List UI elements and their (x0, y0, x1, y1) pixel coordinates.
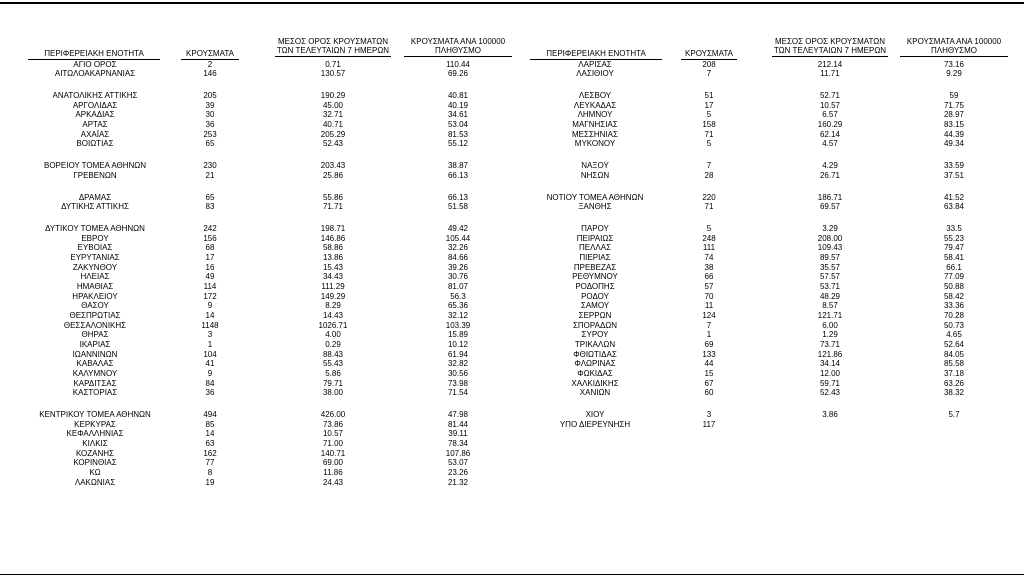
per100k-cell: 85.58 (943, 359, 965, 369)
per100k-cell: 33.36 (943, 301, 965, 311)
region-cell: ΡΟΔΟΠΗΣ (575, 282, 615, 291)
per100k-cell: 66.1 (946, 262, 962, 272)
cases-cell: 230 (203, 161, 217, 171)
avg7-cell: 26.71 (819, 170, 841, 180)
avg7-cell: 1026.71 (318, 320, 348, 330)
avg7-cell: 10.57 (819, 100, 841, 110)
per100k-cell: 83.15 (943, 119, 965, 129)
per100k-cell: 110.44 (446, 59, 470, 69)
header-cases-left: ΚΡΟΥΣΜΑΤΑ (181, 49, 239, 60)
region-cell: ΧΑΛΚΙΔΙΚΗΣ (571, 378, 619, 388)
region-cell: ΛΗΜΝΟΥ (577, 110, 613, 120)
region-cell: ΘΗΡΑΣ (81, 330, 109, 340)
avg7-cell: 5.86 (325, 368, 341, 378)
cases-cell: 67 (704, 378, 714, 388)
region-cell: ΚΑΒΑΛΑΣ (76, 359, 114, 369)
cases-cell: 65 (205, 192, 215, 202)
region-cell: ΚΕΝΤΡΙΚΟΥ ΤΟΜΕΑ ΑΘΗΝΩΝ (39, 410, 151, 419)
bottom-rule (0, 574, 1024, 575)
cases-cell: 19 (205, 477, 215, 487)
avg7-cell: 48.29 (819, 291, 841, 301)
cases-cell: 1 (706, 330, 712, 340)
avg7-cell: 88.43 (322, 349, 344, 359)
per100k-cell: 41.52 (943, 192, 965, 202)
cases-cell: 11 (704, 301, 714, 311)
avg7-cell: 45.00 (322, 100, 344, 110)
per100k-cell: 61.94 (447, 349, 469, 359)
region-cell: ΑΡΤΑΣ (82, 119, 108, 129)
avg7-cell: 52.43 (819, 388, 841, 398)
per100k-cell: 71.75 (943, 100, 965, 110)
avg7-cell: 89.57 (819, 253, 841, 263)
cases-cell: 2 (207, 59, 213, 69)
region-cell: ΗΜΑΘΙΑΣ (76, 282, 114, 291)
region-cell: ΚΕΡΚΥΡΑΣ (74, 419, 116, 429)
per100k-cell: 51.58 (447, 202, 469, 212)
avg7-cell: 3.86 (822, 410, 838, 419)
avg7-cell: 35.57 (819, 262, 841, 272)
cases-cell: 208 (702, 59, 716, 69)
avg7-cell: 32.71 (322, 110, 344, 120)
cases-cell: 68 (205, 243, 215, 253)
cases-cell: 7 (706, 161, 712, 171)
region-cell: ΙΚΑΡΙΑΣ (79, 339, 111, 349)
per100k-cell: 28.97 (943, 110, 965, 120)
region-cell: ΔΡΑΜΑΣ (78, 192, 112, 202)
region-cell: ΠΕΛΛΑΣ (578, 243, 612, 253)
avg7-cell: 0.71 (325, 59, 341, 69)
cases-cell: 220 (702, 192, 716, 202)
region-cell: ΝΟΤΙΟΥ ΤΟΜΕΑ ΑΘΗΝΩΝ (546, 192, 644, 202)
avg7-cell: 59.71 (819, 378, 841, 388)
header-avg7-right (772, 37, 888, 57)
per100k-cell: 53.04 (447, 119, 469, 129)
region-cell: ΣΑΜΟΥ (580, 301, 610, 311)
per100k-cell: 30.76 (447, 272, 469, 282)
per100k-cell: 44.39 (943, 129, 965, 139)
cases-cell: 49 (205, 272, 215, 282)
avg7-cell: 190.29 (320, 91, 346, 100)
region-cell: ΑΙΤΩΛΟΑΚΑΡΝΑΝΙΑΣ (54, 69, 136, 79)
region-cell: ΕΒΡΟΥ (81, 233, 109, 243)
per100k-cell: 58.42 (943, 291, 965, 301)
cases-cell: 7 (706, 320, 712, 330)
per100k-cell: 50.88 (943, 282, 965, 291)
cases-cell: 44 (704, 359, 714, 369)
avg7-cell: 1.29 (822, 330, 838, 340)
cases-cell: 66 (704, 272, 714, 282)
region-cell: ΣΥΡΟΥ (581, 330, 609, 340)
avg7-cell: 205.29 (320, 129, 346, 139)
per100k-cell: 33.5 (946, 224, 962, 234)
per100k-cell: 9.29 (946, 69, 962, 79)
region-cell: ΦΩΚΙΔΑΣ (577, 368, 613, 378)
cases-cell: 85 (205, 419, 215, 429)
region-cell: ΠΙΕΡΙΑΣ (579, 253, 611, 263)
cases-cell: 65 (205, 139, 215, 149)
header-region-right: ΠΕΡΙΦΕΡΕΙΑΚΗ ΕΝΟΤΗΤΑ (530, 49, 662, 60)
region-cell: ΣΕΡΡΩΝ (578, 310, 612, 320)
avg7-cell: 73.86 (322, 419, 344, 429)
cases-cell: 156 (203, 233, 217, 243)
header-avg7-line1: ΜΕΣΟΣ ΟΡΟΣ ΚΡΟΥΣΜΑΤΩΝ (277, 37, 389, 46)
per100k-cell: 78.34 (447, 438, 469, 448)
header-cases-right: ΚΡΟΥΣΜΑΤΑ (681, 49, 737, 60)
region-cell: ΚΑΛΥΜΝΟΥ (72, 368, 118, 378)
per100k-cell: 69.26 (447, 69, 469, 79)
per100k-cell: 84.05 (943, 349, 965, 359)
avg7-cell: 146.86 (320, 233, 346, 243)
region-cell: ΠΡΕΒΕΖΑΣ (573, 262, 617, 272)
avg7-cell: 62.14 (819, 129, 841, 139)
cases-cell: 104 (203, 349, 217, 359)
avg7-cell: 149.29 (320, 291, 346, 301)
region-cell: ΒΟΙΩΤΙΑΣ (76, 139, 114, 149)
per100k-cell: 107.86 (445, 448, 471, 458)
top-rule (0, 2, 1024, 4)
region-cell: ΡΕΘΥΜΝΟΥ (572, 272, 618, 282)
cases-cell: 172 (203, 291, 217, 301)
avg7-cell: 121.86 (817, 349, 843, 359)
per100k-cell: 40.81 (447, 91, 469, 100)
avg7-cell: 69.57 (819, 202, 841, 212)
avg7-cell: 79.71 (322, 378, 344, 388)
region-cell: ΓΡΕΒΕΝΩΝ (73, 170, 117, 180)
per100k-cell: 77.09 (943, 272, 965, 282)
avg7-cell: 160.29 (817, 119, 843, 129)
avg7-cell: 0.29 (325, 339, 341, 349)
per100k-cell: 105.44 (445, 233, 471, 243)
per100k-cell: 15.89 (447, 330, 469, 340)
cases-cell: 14 (205, 429, 215, 439)
cases-cell: 38 (704, 262, 714, 272)
avg7-cell: 57.57 (819, 272, 841, 282)
avg7-cell: 6.00 (822, 320, 838, 330)
cases-cell: 242 (203, 224, 217, 234)
per100k-cell: 38.87 (447, 161, 469, 171)
header-per100k-right (900, 37, 1008, 57)
avg7-cell: 4.29 (822, 161, 838, 171)
avg7-cell: 212.14 (817, 59, 843, 69)
header-avg7-left (275, 37, 391, 57)
avg7-cell: 53.71 (819, 282, 841, 291)
region-cell: ΧΙΟΥ (585, 410, 605, 419)
region-cell: ΚΙΛΚΙΣ (82, 438, 108, 448)
avg7-cell: 25.86 (322, 170, 344, 180)
cases-cell: 114 (203, 282, 217, 291)
per100k-cell: 73.98 (447, 378, 469, 388)
region-cell: ΚΑΣΤΟΡΙΑΣ (72, 388, 118, 398)
region-cell: ΖΑΚΥΝΘΟΥ (72, 262, 118, 272)
avg7-cell: 13.86 (322, 253, 344, 263)
avg7-cell: 73.71 (819, 339, 841, 349)
cases-cell: 70 (704, 291, 714, 301)
avg7-cell: 24.43 (322, 477, 344, 487)
cases-cell: 9 (207, 301, 213, 311)
region-cell: ΑΧΑΪΑΣ (80, 129, 110, 139)
region-cell: ΠΑΡΟΥ (581, 224, 609, 234)
cases-cell: 36 (205, 119, 215, 129)
region-cell: ΣΠΟΡΑΔΩΝ (572, 320, 618, 330)
per100k-cell: 4.65 (946, 330, 962, 340)
per100k-cell: 50.73 (943, 320, 965, 330)
cases-cell: 39 (205, 100, 215, 110)
per100k-cell: 5.7 (948, 410, 960, 419)
region-cell: ΤΡΙΚΑΛΩΝ (574, 339, 616, 349)
cases-cell: 17 (205, 253, 215, 263)
cases-cell: 1148 (201, 320, 219, 330)
per100k-cell: 70.28 (943, 310, 965, 320)
per100k-cell: 40.19 (447, 100, 469, 110)
header-per100k-line2: ΠΛΗΘΥΣΜΟ (434, 46, 482, 55)
region-cell: ΚΟΡΙΝΘΙΑΣ (73, 458, 117, 468)
region-cell: ΑΡΓΟΛΙΔΑΣ (72, 100, 118, 110)
cases-cell: 15 (704, 368, 714, 378)
region-cell: ΕΥΒΟΙΑΣ (77, 243, 113, 253)
per100k-cell: 52.64 (943, 339, 965, 349)
per100k-cell: 21.32 (447, 477, 469, 487)
cases-cell: 69 (704, 339, 714, 349)
avg7-cell: 121.71 (817, 310, 843, 320)
region-cell: ΥΠΟ ΔΙΕΡΕΥΝΗΣΗ (559, 419, 631, 429)
cases-cell: 205 (203, 91, 217, 100)
region-cell: ΞΑΝΘΗΣ (578, 202, 612, 212)
per100k-cell: 39.26 (447, 262, 469, 272)
avg7-cell: 38.00 (322, 388, 344, 398)
cases-cell: 111 (702, 243, 716, 253)
cases-cell: 51 (704, 91, 714, 100)
per100k-cell: 39.11 (448, 429, 468, 439)
avg7-cell: 198.71 (320, 224, 346, 234)
cases-cell: 248 (702, 233, 716, 243)
cases-cell: 3 (706, 410, 712, 419)
header-per100k-left (404, 37, 512, 57)
per100k-cell: 66.13 (447, 170, 469, 180)
avg7-cell: 12.00 (819, 368, 841, 378)
per100k-cell: 32.12 (447, 310, 469, 320)
cases-cell: 71 (704, 202, 714, 212)
region-cell: ΘΕΣΣΑΛΟΝΙΚΗΣ (63, 320, 127, 330)
avg7-cell: 52.71 (819, 91, 841, 100)
avg7-cell: 4.00 (325, 330, 341, 340)
region-cell: ΦΘΙΩΤΙΔΑΣ (573, 349, 617, 359)
per100k-cell: 103.39 (445, 320, 471, 330)
per100k-cell: 37.18 (943, 368, 965, 378)
avg7-cell: 140.71 (320, 448, 346, 458)
region-cell: ΗΡΑΚΛΕΙΟΥ (72, 291, 118, 301)
avg7-cell: 109.43 (817, 243, 843, 253)
region-cell: ΑΡΚΑΔΙΑΣ (75, 110, 115, 120)
cases-cell: 57 (704, 282, 714, 291)
cases-cell: 14 (205, 310, 215, 320)
region-cell: ΘΕΣΠΡΩΤΙΑΣ (69, 310, 121, 320)
per100k-cell: 71.54 (447, 388, 469, 398)
per100k-cell: 33.59 (943, 161, 965, 171)
region-cell: ΚΟΖΑΝΗΣ (75, 448, 115, 458)
cases-cell: 146 (203, 69, 217, 79)
cases-cell: 124 (702, 310, 716, 320)
cases-cell: 71 (704, 129, 714, 139)
per100k-cell: 79.47 (943, 243, 965, 253)
cases-cell: 133 (702, 349, 716, 359)
region-cell: ΝΗΣΩΝ (580, 170, 610, 180)
per100k-cell: 32.82 (447, 359, 469, 369)
region-cell: ΛΑΡΙΣΑΣ (578, 59, 612, 69)
per100k-cell: 23.26 (447, 467, 469, 477)
cases-cell: 84 (205, 378, 215, 388)
cases-cell: 77 (205, 458, 215, 468)
cases-cell: 162 (203, 448, 217, 458)
per100k-cell: 81.53 (447, 129, 469, 139)
avg7-cell: 34.14 (819, 359, 841, 369)
avg7-cell: 71.71 (322, 202, 344, 212)
avg7-cell: 3.29 (822, 224, 838, 234)
per100k-cell: 38.32 (943, 388, 965, 398)
region-cell: ΕΥΡΥΤΑΝΙΑΣ (70, 253, 120, 263)
region-cell: ΛΑΣΙΘΙΟΥ (576, 69, 614, 79)
region-cell: ΛΕΣΒΟΥ (578, 91, 612, 100)
per100k-cell: 84.66 (447, 253, 469, 263)
per100k-cell: 55.23 (943, 233, 965, 243)
avg7-cell: 58.86 (322, 243, 344, 253)
region-cell: ΙΩΑΝΝΙΝΩΝ (72, 349, 118, 359)
region-cell: ΔΥΤΙΚΟΥ ΤΟΜΕΑ ΑΘΗΝΩΝ (45, 224, 145, 234)
avg7-cell: 8.29 (325, 301, 341, 311)
avg7-cell: 130.57 (320, 69, 346, 79)
avg7-cell: 426.00 (320, 410, 346, 419)
cases-cell: 74 (704, 253, 714, 263)
header-avg7-line1: ΜΕΣΟΣ ΟΡΟΣ ΚΡΟΥΣΜΑΤΩΝ (774, 37, 886, 46)
avg7-cell: 11.71 (820, 69, 840, 79)
cases-cell: 28 (704, 170, 714, 180)
avg7-cell: 15.43 (322, 262, 344, 272)
cases-cell: 41 (205, 359, 215, 369)
region-cell: ΝΑΞΟΥ (581, 161, 609, 171)
avg7-cell: 8.57 (822, 301, 838, 311)
avg7-cell: 14.43 (322, 310, 344, 320)
avg7-cell: 40.71 (322, 119, 344, 129)
per100k-cell: 47.98 (447, 410, 469, 419)
cases-cell: 21 (205, 170, 215, 180)
avg7-cell: 55.43 (322, 359, 344, 369)
region-cell: ΠΕΙΡΑΙΩΣ (576, 233, 614, 243)
avg7-cell: 34.43 (322, 272, 344, 282)
region-cell: ΛΕΥΚΑΔΑΣ (573, 100, 617, 110)
region-cell: ΦΛΩΡΙΝΑΣ (574, 359, 616, 369)
per100k-cell: 32.26 (447, 243, 469, 253)
avg7-cell: 203.43 (320, 161, 346, 171)
avg7-cell: 71.00 (322, 438, 344, 448)
cases-cell: 158 (702, 119, 716, 129)
avg7-cell: 52.43 (322, 139, 344, 149)
cases-cell: 30 (205, 110, 215, 120)
per100k-cell: 63.84 (943, 202, 965, 212)
header-avg7-line2: ΤΩΝ ΤΕΛΕΥΤΑΙΩΝ 7 ΗΜΕΡΩΝ (773, 46, 887, 55)
per100k-cell: 34.61 (447, 110, 469, 120)
per100k-cell: 59 (949, 91, 959, 100)
region-cell: ΧΑΝΙΩΝ (579, 388, 611, 398)
cases-cell: 9 (207, 368, 213, 378)
per100k-cell: 49.34 (943, 139, 965, 149)
region-cell: ΚΕΦΑΛΛΗΝΙΑΣ (66, 429, 124, 439)
cases-cell: 5 (706, 139, 712, 149)
cases-cell: 83 (205, 202, 215, 212)
avg7-cell: 186.71 (817, 192, 843, 202)
region-cell: ΔΥΤΙΚΗΣ ΑΤΤΙΚΗΣ (61, 202, 129, 212)
per100k-cell: 65.36 (447, 301, 469, 311)
per100k-cell: 55.12 (447, 139, 469, 149)
region-cell: ΛΑΚΩΝΙΑΣ (74, 477, 116, 487)
cases-cell: 7 (706, 69, 712, 79)
avg7-cell: 4.57 (822, 139, 838, 149)
cases-cell: 3 (207, 330, 213, 340)
avg7-cell: 11.86 (323, 467, 343, 477)
per100k-cell: 66.13 (447, 192, 469, 202)
avg7-cell: 69.00 (322, 458, 344, 468)
avg7-cell: 10.57 (322, 429, 344, 439)
region-cell: ΑΝΑΤΟΛΙΚΗΣ ΑΤΤΙΚΗΣ (52, 91, 138, 100)
per100k-cell: 58.41 (943, 253, 965, 263)
region-cell: ΚΑΡΔΙΤΣΑΣ (73, 378, 117, 388)
header-region-left: ΠΕΡΙΦΕΡΕΙΑΚΗ ΕΝΟΤΗΤΑ (28, 49, 160, 60)
per100k-cell: 30.56 (447, 368, 469, 378)
avg7-cell: 208.00 (817, 233, 843, 243)
cases-cell: 8 (207, 467, 213, 477)
avg7-cell: 55.86 (322, 192, 344, 202)
cases-cell: 36 (205, 388, 215, 398)
cases-cell: 60 (704, 388, 714, 398)
avg7-cell: 111.29 (321, 282, 345, 291)
per100k-cell: 37.51 (943, 170, 965, 180)
region-cell: ΗΛΕΙΑΣ (80, 272, 110, 282)
per100k-cell: 81.44 (447, 419, 469, 429)
region-cell: ΘΑΣΟΥ (81, 301, 109, 311)
per100k-cell: 73.16 (943, 59, 965, 69)
header-avg7-line2: ΤΩΝ ΤΕΛΕΥΤΑΙΩΝ 7 ΗΜΕΡΩΝ (276, 46, 390, 55)
cases-cell: 253 (203, 129, 217, 139)
region-cell: ΡΟΔΟΥ (581, 291, 609, 301)
cases-cell: 5 (706, 110, 712, 120)
header-per100k-line1: ΚΡΟΥΣΜΑΤΑ ΑΝΑ 100000 (410, 37, 506, 46)
region-cell: ΜΑΓΝΗΣΙΑΣ (572, 119, 618, 129)
region-cell: ΑΓΙΟ ΟΡΟΣ (73, 59, 117, 69)
per100k-cell: 49.42 (447, 224, 469, 234)
region-cell: ΚΩ (89, 467, 101, 477)
per100k-cell: 63.26 (943, 378, 965, 388)
cases-cell: 16 (205, 262, 215, 272)
region-cell: ΜΥΚΟΝΟΥ (574, 139, 616, 149)
per100k-cell: 53.07 (447, 458, 469, 468)
cases-cell: 63 (205, 438, 215, 448)
per100k-cell: 10.12 (447, 339, 469, 349)
header-per100k-line1: ΚΡΟΥΣΜΑΤΑ ΑΝΑ 100000 (906, 37, 1002, 46)
cases-cell: 494 (203, 410, 217, 419)
per100k-cell: 56.3 (450, 291, 466, 301)
region-cell: ΜΕΣΣΗΝΙΑΣ (572, 129, 618, 139)
cases-cell: 5 (706, 224, 712, 234)
cases-cell: 117 (702, 419, 716, 429)
header-per100k-line2: ΠΛΗΘΥΣΜΟ (930, 46, 978, 55)
avg7-cell: 6.57 (822, 110, 838, 120)
per100k-cell: 81.07 (447, 282, 469, 291)
cases-cell: 17 (704, 100, 714, 110)
cases-cell: 1 (207, 339, 213, 349)
region-cell: ΒΟΡΕΙΟΥ ΤΟΜΕΑ ΑΘΗΝΩΝ (43, 161, 147, 171)
